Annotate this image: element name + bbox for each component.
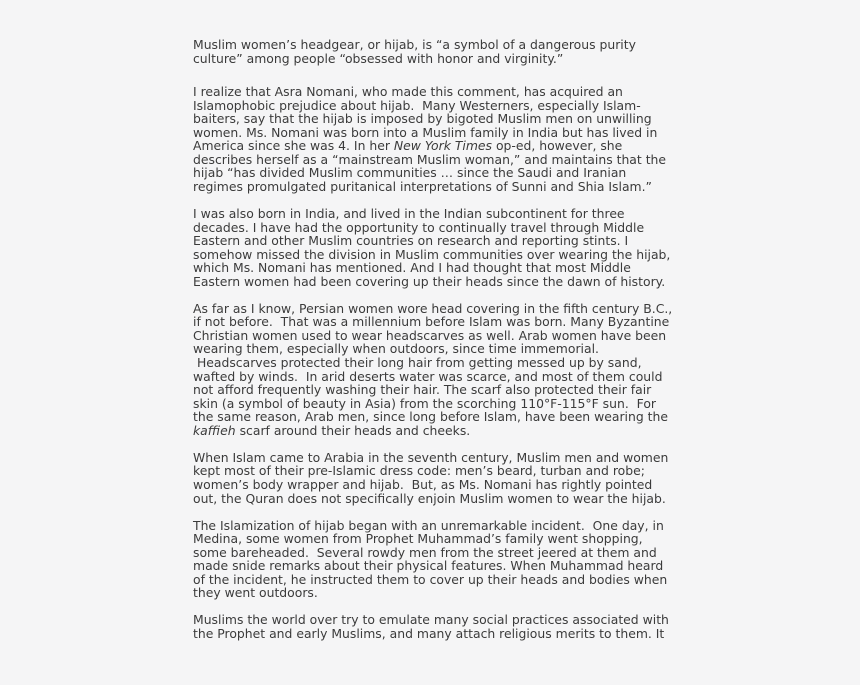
text-line (193, 329, 703, 343)
text-run: baiters, say that the hijab is imposed by bigoted Muslim men on unwilling (193, 111, 652, 127)
text-line (193, 207, 703, 221)
text-line (193, 356, 703, 370)
text-line (193, 52, 703, 66)
text-run: wafted by winds. In arid deserts water was scarce, and most of them could (193, 368, 663, 384)
text-line (193, 383, 703, 397)
text-run: not afford frequently washing their hair. The scarf also protected their fair (193, 382, 652, 398)
text-run: describes herself as a “mainstream Muslim woman,” and maintains that the (193, 151, 667, 167)
text-line (193, 627, 703, 641)
paragraph-7 (193, 613, 703, 640)
paragraph-1 (193, 38, 703, 65)
text-run: Eastern women had been covering up their heads since the dawn of history. (193, 273, 666, 289)
text-line (193, 221, 703, 235)
text-line (193, 261, 703, 275)
text-run: somehow missed the division in Muslim communities over wearing the hijab, (193, 246, 671, 262)
text-run: of the incident, he instructed them to cover up their heads and bodies when (193, 571, 668, 587)
text-line (193, 180, 703, 194)
text-line (193, 370, 703, 384)
text-run: hijab “has divided Muslim communities … since the Saudi and Iranian (193, 165, 627, 181)
text-line (193, 234, 703, 248)
text-line (193, 85, 703, 99)
text-run: made snide remarks about their physical features. When Muhammad heard (193, 558, 664, 574)
text-run: The Islamization of hijab began with an unremarkable incident. One day, in (193, 517, 664, 533)
text-run: skin (a symbol of beauty in Asia) from the scorching 110°F-115°F sun. For (193, 395, 657, 411)
paragraph-2 (193, 85, 703, 193)
paragraph-3 (193, 207, 703, 288)
text-run: they went outdoors. (193, 585, 318, 601)
paragraph-6 (193, 519, 703, 600)
text-run: Eastern and other Muslim countries on research and reporting stints. I (193, 233, 629, 249)
italic-text-run: kaffieh (193, 422, 236, 438)
text-run: women. Ms. Nomani was born into a Muslim family in India but has lived in (193, 124, 658, 140)
text-line (193, 315, 703, 329)
text-line (193, 38, 703, 52)
text-line (193, 112, 703, 126)
text-line (193, 573, 703, 587)
italic-text-run: New York Times (393, 138, 493, 154)
text-line (193, 613, 703, 627)
text-run: America since she was 4. In her (193, 138, 394, 154)
text-line (193, 464, 703, 478)
text-run: culture” among people “obsessed with honor and virginity.” (193, 50, 564, 66)
text-line (193, 248, 703, 262)
text-line (193, 410, 703, 424)
text-run: Medina, some women from Prophet Muhammad’s family went shopping, (193, 531, 643, 547)
text-line (193, 139, 703, 153)
text-line (193, 546, 703, 560)
text-run: I was also born in India, and lived in the Indian subcontinent for three (193, 206, 625, 222)
text-run: As far as I know, Persian women wore head covering in the fifth century B.C., (193, 300, 673, 316)
text-run: scarf around their heads and cheeks. (235, 422, 471, 438)
text-run: op-ed, however, she (492, 138, 623, 154)
text-line (193, 342, 703, 356)
text-run: the Prophet and early Muslims, and many attach religious merits to them. It (193, 625, 665, 641)
text-run: the same reason, Arab men, since long before Islam, have been wearing the (193, 409, 668, 425)
text-line (193, 586, 703, 600)
text-run: some bareheaded. Several rowdy men from the street jeered at them and (193, 544, 657, 560)
text-line (193, 559, 703, 573)
text-run: regimes promulgated puritanical interpretations of Sunni and Shia Islam.” (193, 178, 652, 194)
paragraph-4 (193, 302, 703, 437)
text-run: I realize that Asra Nomani, who made this comment, has acquired an (193, 84, 623, 100)
text-run: Muslims the world over try to emulate many social practices associated with (193, 612, 669, 628)
text-run: wearing them, especially when outdoors, since time immemorial. (193, 341, 599, 357)
text-line (193, 302, 703, 316)
text-line (193, 519, 703, 533)
text-run: Headscarves protected their long hair from getting messed up by sand, (193, 355, 642, 371)
text-run: Muslim women’s headgear, or hijab, is “a symbol of a dangerous purity (193, 37, 636, 52)
text-line (193, 492, 703, 506)
text-run: kept most of their pre-Islamic dress code: men’s beard, turban and robe; (193, 463, 645, 479)
text-line (193, 166, 703, 180)
text-line (193, 532, 703, 546)
text-run: When Islam came to Arabia in the seventh century, Muslim men and women (193, 449, 669, 465)
text-run: out, the Quran does not specifically enjoin Muslim women to wear the hijab. (193, 490, 666, 506)
text-line (193, 478, 703, 492)
text-run: if not before. That was a millennium before Islam was born. Many Byzantine (193, 314, 670, 330)
text-line (193, 99, 703, 113)
text-line (193, 397, 703, 411)
paragraph-5 (193, 451, 703, 505)
text-run: decades. I have had the opportunity to continually travel through Middle (193, 219, 645, 235)
text-run: Islamophobic prejudice about hijab. Many Westerners, especially Islam- (193, 97, 641, 113)
text-run: Christian women used to wear headscarves as well. Arab women have been (193, 327, 667, 343)
text-run: women’s body wrapper and hijab. But, as Ms. Nomani has rightly pointed (193, 476, 653, 492)
text-run: which Ms. Nomani has mentioned. And I had thought that most Middle (193, 260, 631, 276)
article-text (193, 38, 703, 654)
text-line (193, 424, 703, 438)
text-line (193, 126, 703, 140)
text-line (193, 451, 703, 465)
text-line (193, 153, 703, 167)
text-line (193, 275, 703, 289)
